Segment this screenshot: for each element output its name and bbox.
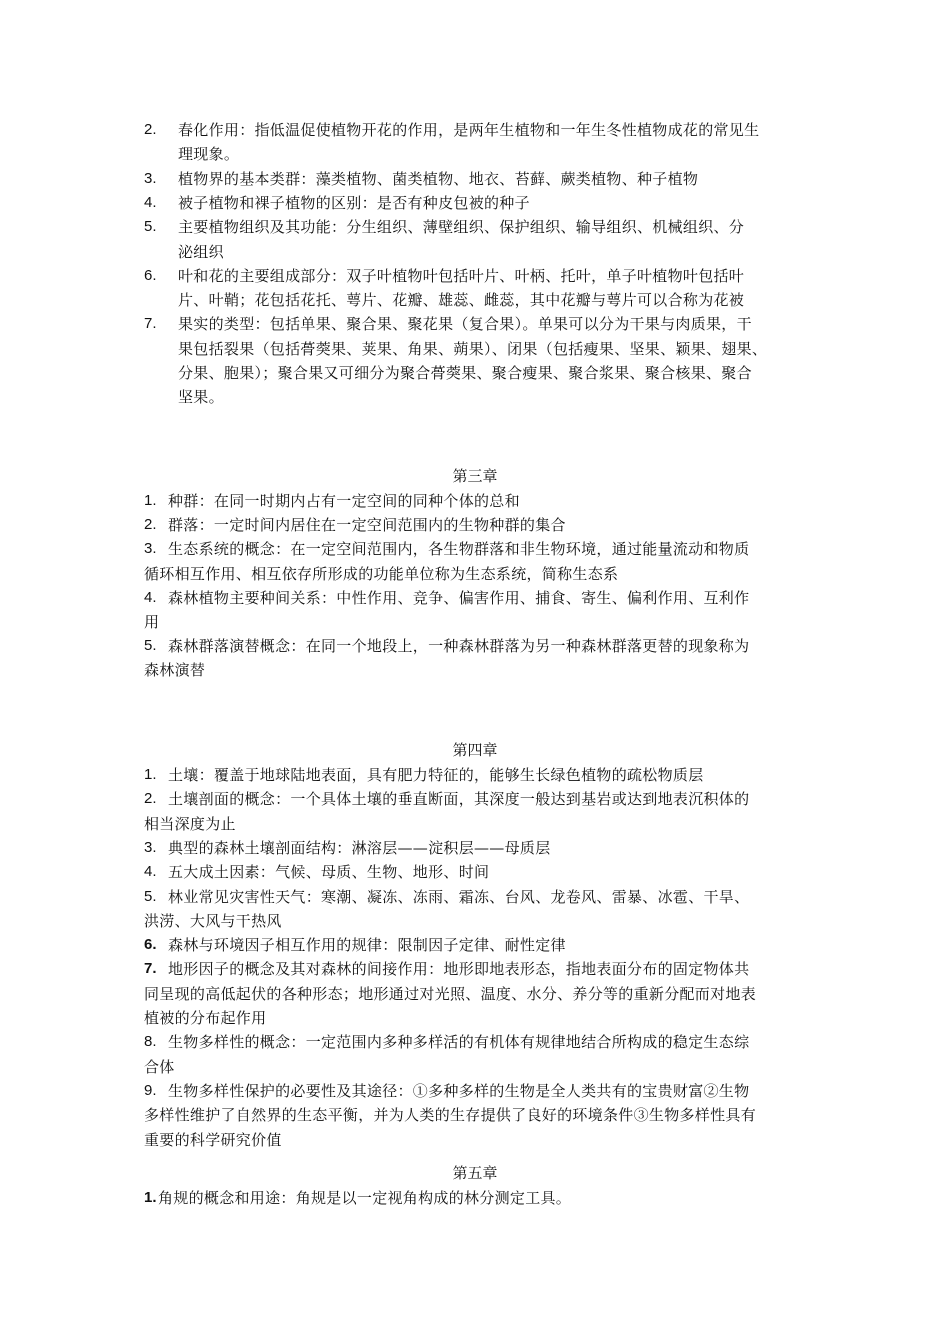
list-item-text-line: 主要植物组织及其功能：分生组织、薄壁组织、保护组织、输导组织、机械组织、分 [178, 218, 745, 237]
list-item-number: 4. [144, 863, 157, 881]
list-item-text-line: 生态系统的概念：在一定空间范围内，各生物群落和非生物环境，通过能量流动和物质 [168, 540, 750, 559]
list-item-number: 5. [144, 218, 157, 236]
list-item-text-line: 洪涝、大风与干热风 [144, 911, 282, 930]
list-item-number: 1. [144, 492, 157, 509]
list-item-text-line: 森林植物主要种间关系：中性作用、竞争、偏害作用、捕食、寄生、偏利作用、互利作 [168, 588, 750, 607]
chapter-5-title: 第五章 [452, 1164, 498, 1182]
list-item-number: 2. [144, 121, 157, 138]
list-item-number: 6. [144, 936, 157, 954]
list-item-text-line: 群落：一定时间内居住在一定空间范围内的生物种群的集合 [168, 516, 566, 535]
list-item-text-line: 果包括裂果（包括蓇葖果、荚果、角果、蒴果）、闭果（包括瘦果、坚果、颖果、翅果、 [178, 339, 768, 358]
list-item-text-line: 森林演替 [144, 661, 206, 680]
list-item-text-line: 植被的分布起作用 [144, 1009, 267, 1027]
list-item-text-line: 植物界的基本类群：藻类植物、菌类植物、地衣、苔藓、蕨类植物、种子植物 [178, 169, 699, 188]
list-item-text-line: 种群：在同一时期内占有一定空间的同种个体的总和 [168, 492, 520, 510]
list-item-text-line: 生物多样性的概念：一定范围内多种多样活的有机体有规律地结合所构成的稳定生态综 [168, 1033, 750, 1052]
list-item-text-line: 被子植物和裸子植物的区别：是否有种皮包被的种子 [178, 193, 530, 212]
list-item-text-line: 分果、胞果）；聚合果又可细分为聚合蓇葖果、聚合瘦果、聚合浆果、聚合核果、聚合 [178, 364, 752, 382]
list-item-number: 7. [144, 960, 157, 978]
list-item-number: 8. [144, 1033, 157, 1051]
list-item-text-line: 叶和花的主要组成部分：双子叶植物叶包括叶片、叶柄、托叶，单子叶植物叶包括叶 [178, 266, 745, 285]
list-item-number: 9. [144, 1081, 157, 1099]
list-item-text-line: 多样性维护了自然界的生态平衡，并为人类的生存提供了良好的环境条件③生物多样性具有 [144, 1106, 757, 1125]
list-item-text-line: 春化作用：指低温促使植物开花的作用，是两年生植物和一年生冬性植物成花的常见生 [178, 121, 760, 139]
list-item-number: 2. [144, 790, 157, 808]
list-item-number: 5. [144, 637, 157, 655]
list-item-text-line: 土壤剖面的概念：一个具体土壤的垂直断面，其深度一般达到基岩或达到地表沉积体的 [168, 790, 750, 809]
list-item-text-line: 用 [144, 613, 160, 631]
list-item-text-line: 坚果。 [178, 388, 224, 407]
list-item-text-line: 合体 [144, 1057, 175, 1076]
list-item-number: 3. [144, 838, 157, 856]
list-item-number: 1. [144, 766, 157, 783]
list-item-number: 4. [144, 193, 157, 211]
list-item-number: 5. [144, 887, 157, 905]
list-item-number: 3. [144, 169, 157, 187]
list-item-text-line: 泌组织 [178, 242, 224, 261]
list-item-number: 1. [144, 1189, 157, 1206]
list-item-text-line: 生物多样性保护的必要性及其途径：①多种多样的生物是全人类共有的宝贵财富②生物 [168, 1081, 750, 1100]
list-item-text-line: 土壤：覆盖于地球陆地表面，具有肥力特征的，能够生长绿色植物的疏松物质层 [168, 766, 704, 784]
chapter-3-title: 第三章 [452, 467, 498, 485]
list-item-number: 3. [144, 540, 157, 558]
list-item-text-line: 角规的概念和用途：角规是以一定视角构成的林分测定工具。 [158, 1189, 572, 1207]
list-item-text-line: 果实的类型：包括单果、聚合果、聚花果（复合果）。单果可以分为干果与肉质果，干 [178, 315, 752, 334]
list-item-text-line: 森林与环境因子相互作用的规律：限制因子定律、耐性定律 [168, 936, 566, 955]
list-item-text-line: 典型的森林土壤剖面结构：淋溶层——淀积层——母质层 [168, 838, 551, 857]
list-item-number: 6. [144, 266, 157, 284]
list-item-text-line: 同呈现的高低起伏的各种形态；地形通过对光照、温度、水分、养分等的重新分配而对地表 [144, 984, 757, 1003]
chapter-4-title: 第四章 [452, 741, 498, 759]
list-item-number: 2. [144, 516, 157, 534]
list-item-text-line: 重要的科学研究价值 [144, 1130, 282, 1149]
list-item-text-line: 循环相互作用、相互依存所形成的功能单位称为生态系统，简称生态系 [144, 564, 619, 583]
list-item-text-line: 相当深度为止 [144, 814, 236, 833]
list-item-number: 4. [144, 588, 157, 606]
list-item-text-line: 林业常见灾害性天气：寒潮、凝冻、冻雨、霜冻、台风、龙卷风、雷暴、冰雹、干旱、 [168, 887, 750, 906]
list-item-number: 7. [144, 315, 157, 333]
list-item-text-line: 理现象。 [178, 145, 240, 164]
list-item-text-line: 森林群落演替概念：在同一个地段上，一种森林群落为另一种森林群落更替的现象称为 [168, 637, 750, 656]
list-item-text-line: 五大成土因素：气候、母质、生物、地形、时间 [168, 863, 490, 882]
list-item-text-line: 地形因子的概念及其对森林的间接作用：地形即地表形态，指地表面分布的固定物体共 [168, 960, 750, 979]
list-item-text-line: 片、叶鞘；花包括花托、萼片、花瓣、雄蕊、雌蕊，其中花瓣与萼片可以合称为花被 [178, 291, 745, 310]
